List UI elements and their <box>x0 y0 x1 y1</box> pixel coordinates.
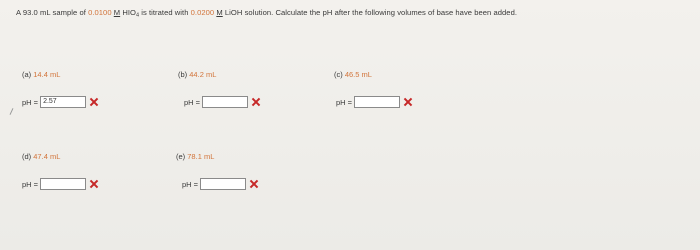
part-a-label: (a) 14.4 mL <box>22 70 61 79</box>
base-concentration: 0.0200 <box>190 8 215 17</box>
part-b-answer-row <box>184 95 260 109</box>
acid-formula: $HIO_4$ <box>122 8 140 19</box>
part-a <box>22 70 172 110</box>
part-b <box>178 70 328 110</box>
part-d-answer-row <box>22 177 98 191</box>
problem-suffix: solution. Calculate the pH after the following volumes of base have been added. <box>242 8 518 17</box>
part-d <box>22 152 172 192</box>
part-c-answer-row <box>336 95 412 109</box>
base-formula: LiOH <box>224 8 243 17</box>
ph-label: pH = <box>22 179 39 189</box>
molarity-unit: M <box>216 8 223 17</box>
part-d-label: (d) 47.4 mL <box>22 152 61 161</box>
stray-mark <box>10 108 14 115</box>
problem-statement <box>16 8 691 21</box>
problem-middle: is titrated with <box>139 8 191 17</box>
part-a-answer-row <box>22 95 98 109</box>
incorrect-x-icon <box>250 180 258 188</box>
part-e <box>176 152 326 192</box>
molarity-unit: M <box>113 8 121 17</box>
ph-label: pH = <box>336 97 353 107</box>
incorrect-x-icon <box>252 98 260 106</box>
part-e-label: (e) 78.1 mL <box>176 152 215 161</box>
part-e-ph-input[interactable] <box>200 178 246 190</box>
ph-label: pH = <box>184 97 201 107</box>
part-c <box>334 70 484 110</box>
problem-prefix: A 93.0 mL sample of <box>16 8 89 17</box>
incorrect-x-icon <box>404 98 412 106</box>
ph-label: pH = <box>22 97 39 107</box>
part-c-label: (c) 46.5 mL <box>334 70 372 79</box>
part-b-ph-input[interactable] <box>202 96 248 108</box>
incorrect-x-icon <box>90 98 98 106</box>
part-e-answer-row <box>182 177 258 191</box>
incorrect-x-icon <box>90 180 98 188</box>
part-a-ph-input[interactable] <box>40 96 86 108</box>
part-b-label: (b) 44.2 mL <box>178 70 217 79</box>
acid-concentration: 0.0100 <box>88 8 112 17</box>
part-c-ph-input[interactable] <box>354 96 400 108</box>
ph-label: pH = <box>182 179 199 189</box>
part-d-ph-input[interactable] <box>40 178 86 190</box>
